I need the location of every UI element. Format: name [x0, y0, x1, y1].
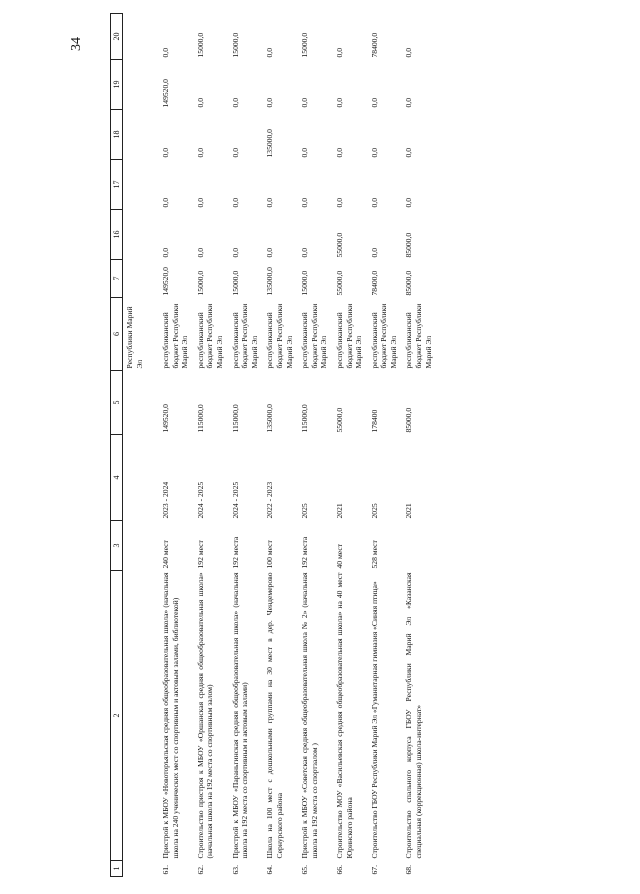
continuation-row: [123, 14, 160, 877]
capacity: 240 мест: [161, 540, 170, 569]
header-cell: 6: [111, 298, 123, 371]
years: 2024 - 2025: [195, 481, 205, 519]
col20-value: 15000,0: [230, 32, 240, 58]
col17-value: 0,0: [404, 198, 414, 208]
project-name: Строительство МОУ «Васильевская средняя общеобразовательная школа» на 40 мест Юринского района: [334, 572, 354, 859]
col7-value: 149520,0: [161, 267, 170, 296]
cost: 115000,0: [300, 404, 310, 433]
col19-value: 0,0: [265, 98, 275, 108]
header-cell: 19: [111, 60, 123, 110]
header-cell: 16: [111, 210, 123, 260]
col18-value: 135000,0: [265, 129, 275, 158]
table-row: [402, 14, 437, 877]
cost: 85000,0: [404, 407, 414, 433]
years: 2024 - 2025: [230, 481, 240, 519]
col20-value: 0,0: [161, 48, 170, 58]
col7-value: 85000,0: [404, 270, 414, 296]
capacity: 192 места: [300, 536, 310, 569]
col18-value: 0,0: [230, 148, 240, 158]
col16-value: 0,0: [265, 248, 275, 258]
cost: 178400: [369, 409, 379, 433]
years: 2025: [300, 503, 310, 519]
col17-value: 0,0: [300, 198, 310, 208]
row-number: 65.: [300, 865, 310, 875]
col7-value: 15000,0: [230, 270, 240, 296]
capacity: 100 мест: [265, 540, 275, 569]
header-cell: 20: [111, 14, 123, 60]
col17-value: 0,0: [369, 198, 379, 208]
project-name: Пристрой к МБОУ «Новоторъяльская средняя общеобразовательная школа» (начальная школа на 240 ученических мест со спортивным и актовым залами, библиотекой): [161, 572, 180, 859]
col20-value: 0,0: [404, 48, 414, 58]
header-cell: 18: [111, 110, 123, 160]
col18-value: 0,0: [195, 148, 205, 158]
budget-table: [110, 13, 437, 877]
project-name: Пристрой к МБОУ «Параньгинская средняя общеобразовательная школа» (начальная школа на 192 места со спортивным и актовым залами): [230, 572, 250, 859]
col16-value: 0,0: [195, 248, 205, 258]
col7-value: 55000,0: [334, 270, 344, 296]
col17-value: 0,0: [161, 198, 170, 208]
col7-value: 15000,0: [195, 270, 205, 296]
table-row: [263, 14, 298, 877]
header-cell: 1: [111, 861, 123, 877]
header-cell: 5: [111, 371, 123, 435]
col16-value: 0,0: [300, 248, 310, 258]
capacity: [402, 521, 437, 571]
project-name: Строительство пристроя к МБОУ «Оршанская средняя общеобразовательная школа» (начальная школа на 192 места со спортивным залом): [195, 572, 215, 859]
row-number: 68.: [404, 865, 414, 875]
row-number: 62.: [195, 865, 205, 875]
project-name: Строительство ГБОУ Республики Марий Эл «Гуманитарная гимназия «Синяя птица»: [369, 581, 379, 859]
capacity: 192 мест: [195, 540, 205, 569]
col17-value: 0,0: [195, 198, 205, 208]
funding-source: республиканский бюджет Республики Марий Эл: [369, 303, 398, 369]
years: 2021: [334, 503, 344, 519]
col7-value: 135000,0: [265, 267, 275, 296]
table-row: [298, 14, 333, 877]
table-row: [333, 14, 368, 877]
continuation-source: Республики Марий Эл: [125, 306, 144, 369]
table-row: [159, 14, 194, 877]
col18-value: 0,0: [161, 148, 170, 158]
header-cell: 4: [111, 435, 123, 521]
col20-value: 15000,0: [195, 32, 205, 58]
funding-source: республиканский бюджет Республики Марий Эл: [404, 303, 433, 369]
table-row: [229, 14, 264, 877]
row-number: 67.: [369, 865, 379, 875]
col16-value: 55000,0: [334, 232, 344, 258]
col7-value: 15000,0: [300, 270, 310, 296]
col19-value: 149520,0: [161, 79, 170, 108]
cost: 149520,0: [161, 404, 170, 433]
header-cell: 17: [111, 160, 123, 210]
funding-source: республиканский бюджет Республики Марий Эл: [265, 303, 294, 369]
col19-value: 0,0: [300, 98, 310, 108]
funding-source: республиканский бюджет Республики Марий Эл: [300, 303, 329, 369]
col7-value: 78400,0: [369, 270, 379, 296]
page-number: 34: [69, 37, 84, 51]
row-number: 63.: [230, 865, 240, 875]
col19-value: 0,0: [334, 98, 344, 108]
project-name: Школа на 100 мест с дошкольными группами на 30 мест в дер. Чендемерово Сернурского района: [265, 572, 284, 859]
col18-value: 0,0: [404, 148, 414, 158]
col17-value: 0,0: [265, 198, 275, 208]
years: 2021: [404, 503, 414, 519]
header-cell: 7: [111, 260, 123, 298]
col19-value: 0,0: [195, 98, 205, 108]
col18-value: 0,0: [334, 148, 344, 158]
years: 2025: [369, 503, 379, 519]
funding-source: республиканский бюджет Республики Марий Эл: [195, 303, 224, 369]
table-row: [194, 14, 229, 877]
col19-value: 0,0: [369, 98, 379, 108]
col18-value: 0,0: [369, 148, 379, 158]
header-cell: 3: [111, 521, 123, 571]
col16-value: 0,0: [369, 248, 379, 258]
project-name: Строительство спального корпуса ГБОУ Республики Марий Эл «Казанская специальная (коррекционная) школа-интернат»: [404, 572, 424, 859]
col16-value: 0,0: [230, 248, 240, 258]
cost: 55000,0: [334, 407, 344, 433]
table-row: [368, 14, 403, 877]
row-number: 61.: [161, 865, 170, 875]
years: 2022 - 2023: [265, 481, 275, 519]
row-number: 66.: [334, 865, 344, 875]
col17-value: 0,0: [334, 198, 344, 208]
row-number: 64.: [265, 865, 275, 875]
funding-source: республиканский бюджет Республики Марий Эл: [161, 303, 190, 369]
project-name: Пристрой к МБОУ «Советская средняя общеобразовательная школа № 2» (начальная школа на 192 места со спортзалом ): [300, 572, 319, 859]
years: 2023 - 2024: [161, 481, 170, 519]
capacity: 192 места: [230, 536, 240, 569]
col17-value: 0,0: [230, 198, 240, 208]
header-row: [111, 14, 123, 877]
capacity: 528 мест: [369, 540, 379, 569]
col19-value: 0,0: [404, 98, 414, 108]
header-cell: 2: [111, 571, 123, 861]
funding-source: республиканский бюджет Республики Марий Эл: [230, 303, 259, 369]
col20-value: 15000,0: [300, 32, 310, 58]
capacity: 40 мест: [334, 543, 344, 569]
col20-value: 0,0: [265, 48, 275, 58]
col20-value: 0,0: [334, 48, 344, 58]
col20-value: 78400,0: [369, 32, 379, 58]
cost: 115000,0: [230, 404, 240, 433]
col16-value: 85000,0: [404, 232, 414, 258]
cost: 135000,0: [265, 404, 275, 433]
rotated-table-container: [110, 24, 640, 877]
cost: 115000,0: [195, 404, 205, 433]
col19-value: 0,0: [230, 98, 240, 108]
col16-value: 0,0: [161, 248, 170, 258]
funding-source: республиканский бюджет Республики Марий Эл: [334, 303, 364, 369]
col18-value: 0,0: [300, 148, 310, 158]
